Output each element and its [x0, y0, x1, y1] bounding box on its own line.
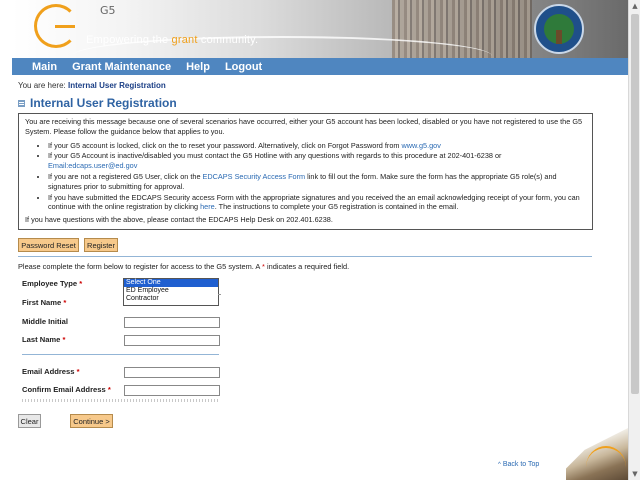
page — [12, 0, 628, 480]
password-reset-button[interactable]: Password Reset — [18, 238, 79, 252]
notice-item-text: If you have submitted the EDCAPS Security access Form with the appropriate signatures and you received the an email acknowledging receipt of your form, you can continue with the online registration by clicking — [48, 192, 580, 212]
form-instructions-post: indicates a required field. — [264, 262, 350, 271]
email-link[interactable]: Email:edcaps.user@ed.gov — [48, 161, 138, 171]
notice-item-text: If your G5 account is locked, click on the to reset your password. Alternatively, click on Forgot Password from — [48, 140, 402, 150]
email-field[interactable] — [124, 367, 220, 378]
notice-list — [48, 141, 586, 213]
notice-intro: You are receiving this message because one of several scenarios have occurred, either your G5 account has been locked, disabled or you have not registered to use the G5 System. Please follow the guidance below that applies to you. — [25, 117, 583, 136]
confirm-email-field[interactable] — [124, 385, 220, 396]
tagline-pre: Empowering the — [86, 34, 172, 46]
nav-grant-maintenance[interactable]: Grant Maintenance — [72, 60, 172, 73]
department-seal-icon — [534, 4, 584, 54]
nav-help[interactable]: Help — [186, 60, 210, 73]
tagline-accent: grant — [171, 34, 198, 46]
form-divider — [22, 354, 219, 355]
clear-button[interactable]: Clear — [18, 414, 41, 428]
notice-footer: If you have questions with the above, please contact the EDCAPS Help Desk on 202.401.6238. — [25, 215, 333, 225]
scrollbar-thumb[interactable] — [631, 14, 639, 394]
breadcrumb-current[interactable]: Internal User Registration — [67, 81, 166, 90]
required-star: * — [262, 262, 265, 271]
last-name-label — [22, 335, 66, 344]
dotted-divider — [22, 399, 219, 402]
g5-logo-icon — [34, 4, 78, 48]
breadcrumb — [18, 81, 166, 90]
caret-up-icon: ^ — [498, 462, 501, 468]
footer-corner-image — [566, 428, 628, 480]
notice-box — [18, 113, 593, 230]
notice-item — [48, 193, 586, 213]
first-name-label-text: First Name — [22, 298, 62, 307]
middle-initial-field[interactable] — [124, 317, 220, 328]
tagline-post: community. — [197, 34, 259, 46]
page-title: Internal User Registration — [30, 96, 177, 110]
breadcrumb-prefix: You are here: — [18, 81, 66, 90]
required-star: * — [107, 385, 111, 394]
nav-main[interactable]: Main — [32, 60, 58, 73]
security-access-form-link[interactable]: EDCAPS Security Access Form — [202, 171, 306, 181]
required-star: * — [76, 367, 80, 376]
required-star: * — [62, 335, 66, 344]
header-banner — [12, 0, 628, 58]
continue-registration-link[interactable]: here — [200, 202, 215, 212]
notice-item-text: link to fill out the form. Make sure the form has the appropriate G5 role(s) and signatures prior to submitting for approval. — [48, 171, 557, 191]
form-instructions — [18, 262, 349, 271]
title-row — [18, 96, 177, 110]
back-to-top-label: Back to Top — [502, 461, 540, 468]
vertical-scrollbar[interactable] — [628, 0, 640, 480]
back-to-top-link[interactable] — [498, 461, 539, 468]
first-name-label — [22, 298, 66, 307]
employee-type-select[interactable] — [123, 278, 219, 306]
tagline — [86, 34, 258, 46]
notice-item-text: If you are not a registered G5 User, click on the — [48, 171, 203, 181]
g5-logo-text: G5 — [100, 4, 116, 17]
notice-item — [48, 172, 586, 192]
section-icon — [18, 100, 25, 107]
employee-type-label-text: Employee Type — [22, 279, 78, 288]
confirm-email-label-text: Confirm Email Address — [22, 385, 106, 394]
last-name-label-text: Last Name — [22, 335, 61, 344]
notice-item — [48, 151, 586, 171]
register-button[interactable]: Register — [84, 238, 118, 252]
section-divider — [18, 256, 592, 257]
employee-type-option[interactable]: Select One — [124, 279, 218, 287]
email-label — [22, 367, 80, 376]
email-label-text: Email Address — [22, 367, 75, 376]
scroll-up-arrow-icon[interactable]: ▲ — [632, 2, 638, 10]
g5-site-link[interactable]: www.g5.gov — [401, 140, 441, 150]
last-name-field[interactable] — [124, 335, 220, 346]
confirm-email-label — [22, 385, 111, 394]
notice-item-text: If your G5 Account is inactive/disabled you must contact the G5 Hotline with any questions with regards to this procedure at 202-401-6238 or — [48, 151, 502, 161]
form-instructions-pre: Please complete the form below to register for access to the G5 system. A — [18, 262, 263, 271]
employee-type-label — [22, 279, 82, 288]
nav-logout[interactable]: Logout — [224, 60, 263, 73]
middle-initial-label: Middle Initial — [22, 317, 68, 326]
continue-button[interactable]: Continue > — [70, 414, 113, 428]
select-edge — [218, 294, 221, 297]
employee-type-option[interactable]: Contractor — [126, 295, 159, 302]
employee-type-option[interactable]: ED Employee — [126, 287, 169, 294]
required-star: * — [79, 279, 83, 288]
notice-item — [48, 141, 586, 151]
scroll-down-arrow-icon[interactable]: ▼ — [632, 470, 638, 478]
required-star: * — [63, 298, 67, 307]
main-nav — [12, 58, 628, 75]
notice-item-text: . The instructions to complete your G5 registration is contained in the email. — [214, 202, 459, 212]
